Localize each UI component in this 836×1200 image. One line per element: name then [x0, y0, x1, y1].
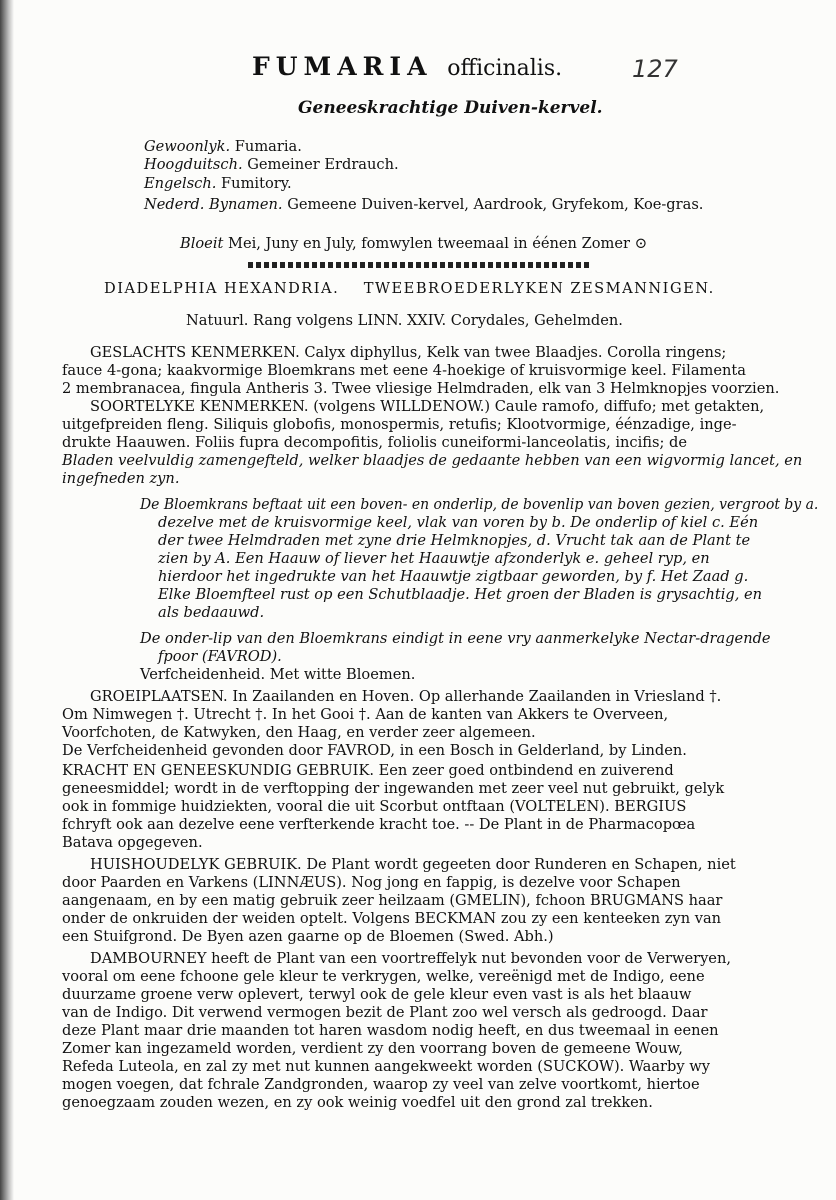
text-line: Zomer kan ingezameld worden, verdient zy den voorrang boven de gemeene Wouw, — [62, 1040, 683, 1057]
name-value: Gemeene Duiven-kervel, Aardrook, Gryfekom, Koe-gras. — [287, 196, 704, 213]
genus-name: FUMARIA — [252, 52, 433, 81]
text-line: dezelve met de kruisvormige keel, vlak van voren by b. De onderlip of kiel c. Eén — [158, 514, 759, 531]
text-line: mogen voegen, dat fchrale Zandgronden, waarop zy veel van zelve voortkomt, hiertoe — [62, 1076, 700, 1093]
text-line: Verfcheidenheid. Met witte Bloemen. — [140, 666, 416, 683]
text-line: aangenaam, en by een matig gebruik zeer heilzaam (GMELIN), fchoon BRUGMANS haar — [62, 892, 723, 909]
text-line: van de Indigo. Dit verwend vermogen bezit de Plant zoo wel versch als gedroogd. Daar — [62, 1004, 708, 1021]
natural-order: Natuurl. Rang volgens LINN. XXIV. Corydales, Gehelmden. — [186, 312, 623, 329]
text-line: onder de onkruiden der weiden optelt. Volgens BECKMAN zou zy een kenteeken zyn van — [62, 910, 722, 927]
text-line: Bladen veelvuldig zamengefteld, welker blaadjes de gedaante hebben van een wigvormig lancet, en — [62, 452, 803, 469]
text-line: GESLACHTS KENMERKEN. Calyx diphyllus, Kelk van twee Blaadjes. Corolla ringens; — [90, 344, 727, 361]
text-line: uitgefpreiden fleng. Siliquis globofis, monospermis, retufis; Klootvormige, éénzadige, inge- — [62, 416, 737, 433]
text-line: De onder-lip van den Bloemkrans eindigt in eene vry aanmerkelyke Nectar-dragende — [140, 630, 771, 647]
text-line: vooral om eene fchoone gele kleur te verkrygen, welke, vereënigd met de Indigo, eene — [62, 968, 705, 985]
name-row — [144, 196, 703, 213]
decorative-divider — [248, 262, 590, 268]
flowering-line — [180, 234, 647, 252]
name-row — [144, 138, 302, 155]
text-line: geneesmiddel; wordt in de verftopping der ingewanden met zeer veel nut gebruikt, gelyk — [62, 780, 725, 797]
text-line: hierdoor het ingedrukte van het Haauwtje zigtbaar geworden, by f. Het Zaad g. — [158, 568, 749, 585]
text-line: SOORTELYKE KENMERKEN. (volgens WILLDENOW.) Caule ramofo, diffufo; met getakten, — [90, 398, 765, 415]
text-line: ingefneden zyn. — [62, 470, 180, 487]
linnaean-class-dutch: TWEEBROEDERLYKEN ZESMANNIGEN. — [363, 280, 715, 297]
text-line: Voorfchoten, de Katwyken, den Haag, en verder zeer algemeen. — [62, 724, 536, 741]
text-line: een Stuifgrond. De Byen azen gaarne op de Bloemen (Swed. Abh.) — [62, 928, 554, 945]
text-line: fchryft ook aan dezelve eene verfterkende kracht toe. -- De Plant in de Pharmacopœa — [62, 816, 696, 833]
name-row — [144, 175, 292, 192]
species-name: officinalis. — [447, 56, 563, 81]
common-name: Geneeskrachtige Duiven-kervel. — [298, 98, 603, 118]
text-line: zien by A. Een Haauw of liever het Haauwtje afzonderlyk e. geheel ryp, en — [158, 550, 710, 567]
text-line: Om Nimwegen †. Utrecht †. In het Gooi †. Aan de kanten van Akkers te Overveen, — [62, 706, 669, 723]
text-line: der twee Helmdraden met zyne drie Helmknopjes, d. Vrucht tak aan de Plant te — [158, 532, 751, 549]
text-line: drukte Haauwen. Foliis fupra decompofitis, foliolis cuneiformi-lanceolatis, incifis; de — [62, 434, 688, 451]
text-line: genoegzaam zouden wezen, en zy ook weinig voedfel uit den grond zal trekken. — [62, 1094, 653, 1111]
page-gutter-shadow — [0, 0, 14, 1200]
classification-line — [104, 280, 715, 297]
text-line: ook in fommige huidziekten, vooral die uit Scorbut ontftaan (VOLTELEN). BERGIUS — [62, 798, 687, 815]
text-line: fauce 4-gona; kaakvormige Bloemkrans met eene 4-hoekige of kruisvormige keel. Filamenta — [62, 362, 746, 379]
text-line: De Bloemkrans beftaat uit een boven- en onderlip, de bovenlip van boven gezien, vergroot by a. — [140, 496, 819, 513]
name-row — [144, 156, 399, 173]
text-line: DAMBOURNEY heeft de Plant van een voortreffelyk nut bevonden voor de Verweryen, — [90, 950, 731, 967]
text-line: Refeda Luteola, en zal zy met nut kunnen aangekweekt worden (SUCKOW). Waarby wy — [62, 1058, 710, 1075]
text-line: Batava opgegeven. — [62, 834, 203, 851]
text-line: deze Plant maar drie maanden tot haren wasdom nodig heeft, en dus tweemaal in eenen — [62, 1022, 719, 1039]
text-line: duurzame groene verw oplevert, terwyl ook de gele kleur even vast is als het blaauw — [62, 986, 692, 1003]
annual-symbol-icon: ⊙ — [634, 234, 648, 252]
page-title — [252, 52, 562, 81]
name-value: Fumaria. — [234, 138, 302, 155]
flowering-text: Mei, Juny en July, fomwylen tweemaal in éénen Zomer — [228, 235, 630, 252]
name-value: Gemeiner Erdrauch. — [247, 156, 399, 173]
name-label: Engelsch. — [144, 175, 217, 192]
text-line: fpoor (FAVROD). — [158, 648, 282, 665]
name-label: Nederd. Bynamen. — [144, 196, 283, 213]
text-line: KRACHT EN GENEESKUNDIG GEBRUIK. Een zeer goed ontbindend en zuiverend — [62, 762, 674, 779]
text-line: 2 membranacea, fingula Antheris 3. Twee vliesige Helmdraden, elk van 3 Helmknopjes voorzien. — [62, 380, 780, 397]
handwritten-page-number: 127 — [632, 55, 678, 83]
text-line: HUISHOUDELYK GEBRUIK. De Plant wordt gegeeten door Runderen en Schapen, niet — [90, 856, 736, 873]
text-line: GROEIPLAATSEN. In Zaailanden en Hoven. Op allerhande Zaailanden in Vriesland †. — [90, 688, 722, 705]
name-value: Fumitory. — [221, 175, 292, 192]
linnaean-class: DIADELPHIA HEXANDRIA. — [104, 280, 340, 297]
text-line: Elke Bloemfteel rust op een Schutblaadje. Het groen der Bladen is grysachtig, en — [158, 586, 763, 603]
name-label: Hoogduitsch. — [144, 156, 243, 173]
text-line: door Paarden en Varkens (LINNÆUS). Nog jong en fappig, is dezelve voor Schapen — [62, 874, 681, 891]
flowering-label: Bloeit — [180, 235, 224, 252]
name-label: Gewoonlyk. — [144, 138, 231, 155]
text-line: De Verfcheidenheid gevonden door FAVROD, in een Bosch in Gelderland, by Linden. — [62, 742, 687, 759]
text-line: als bedaauwd. — [158, 604, 265, 621]
